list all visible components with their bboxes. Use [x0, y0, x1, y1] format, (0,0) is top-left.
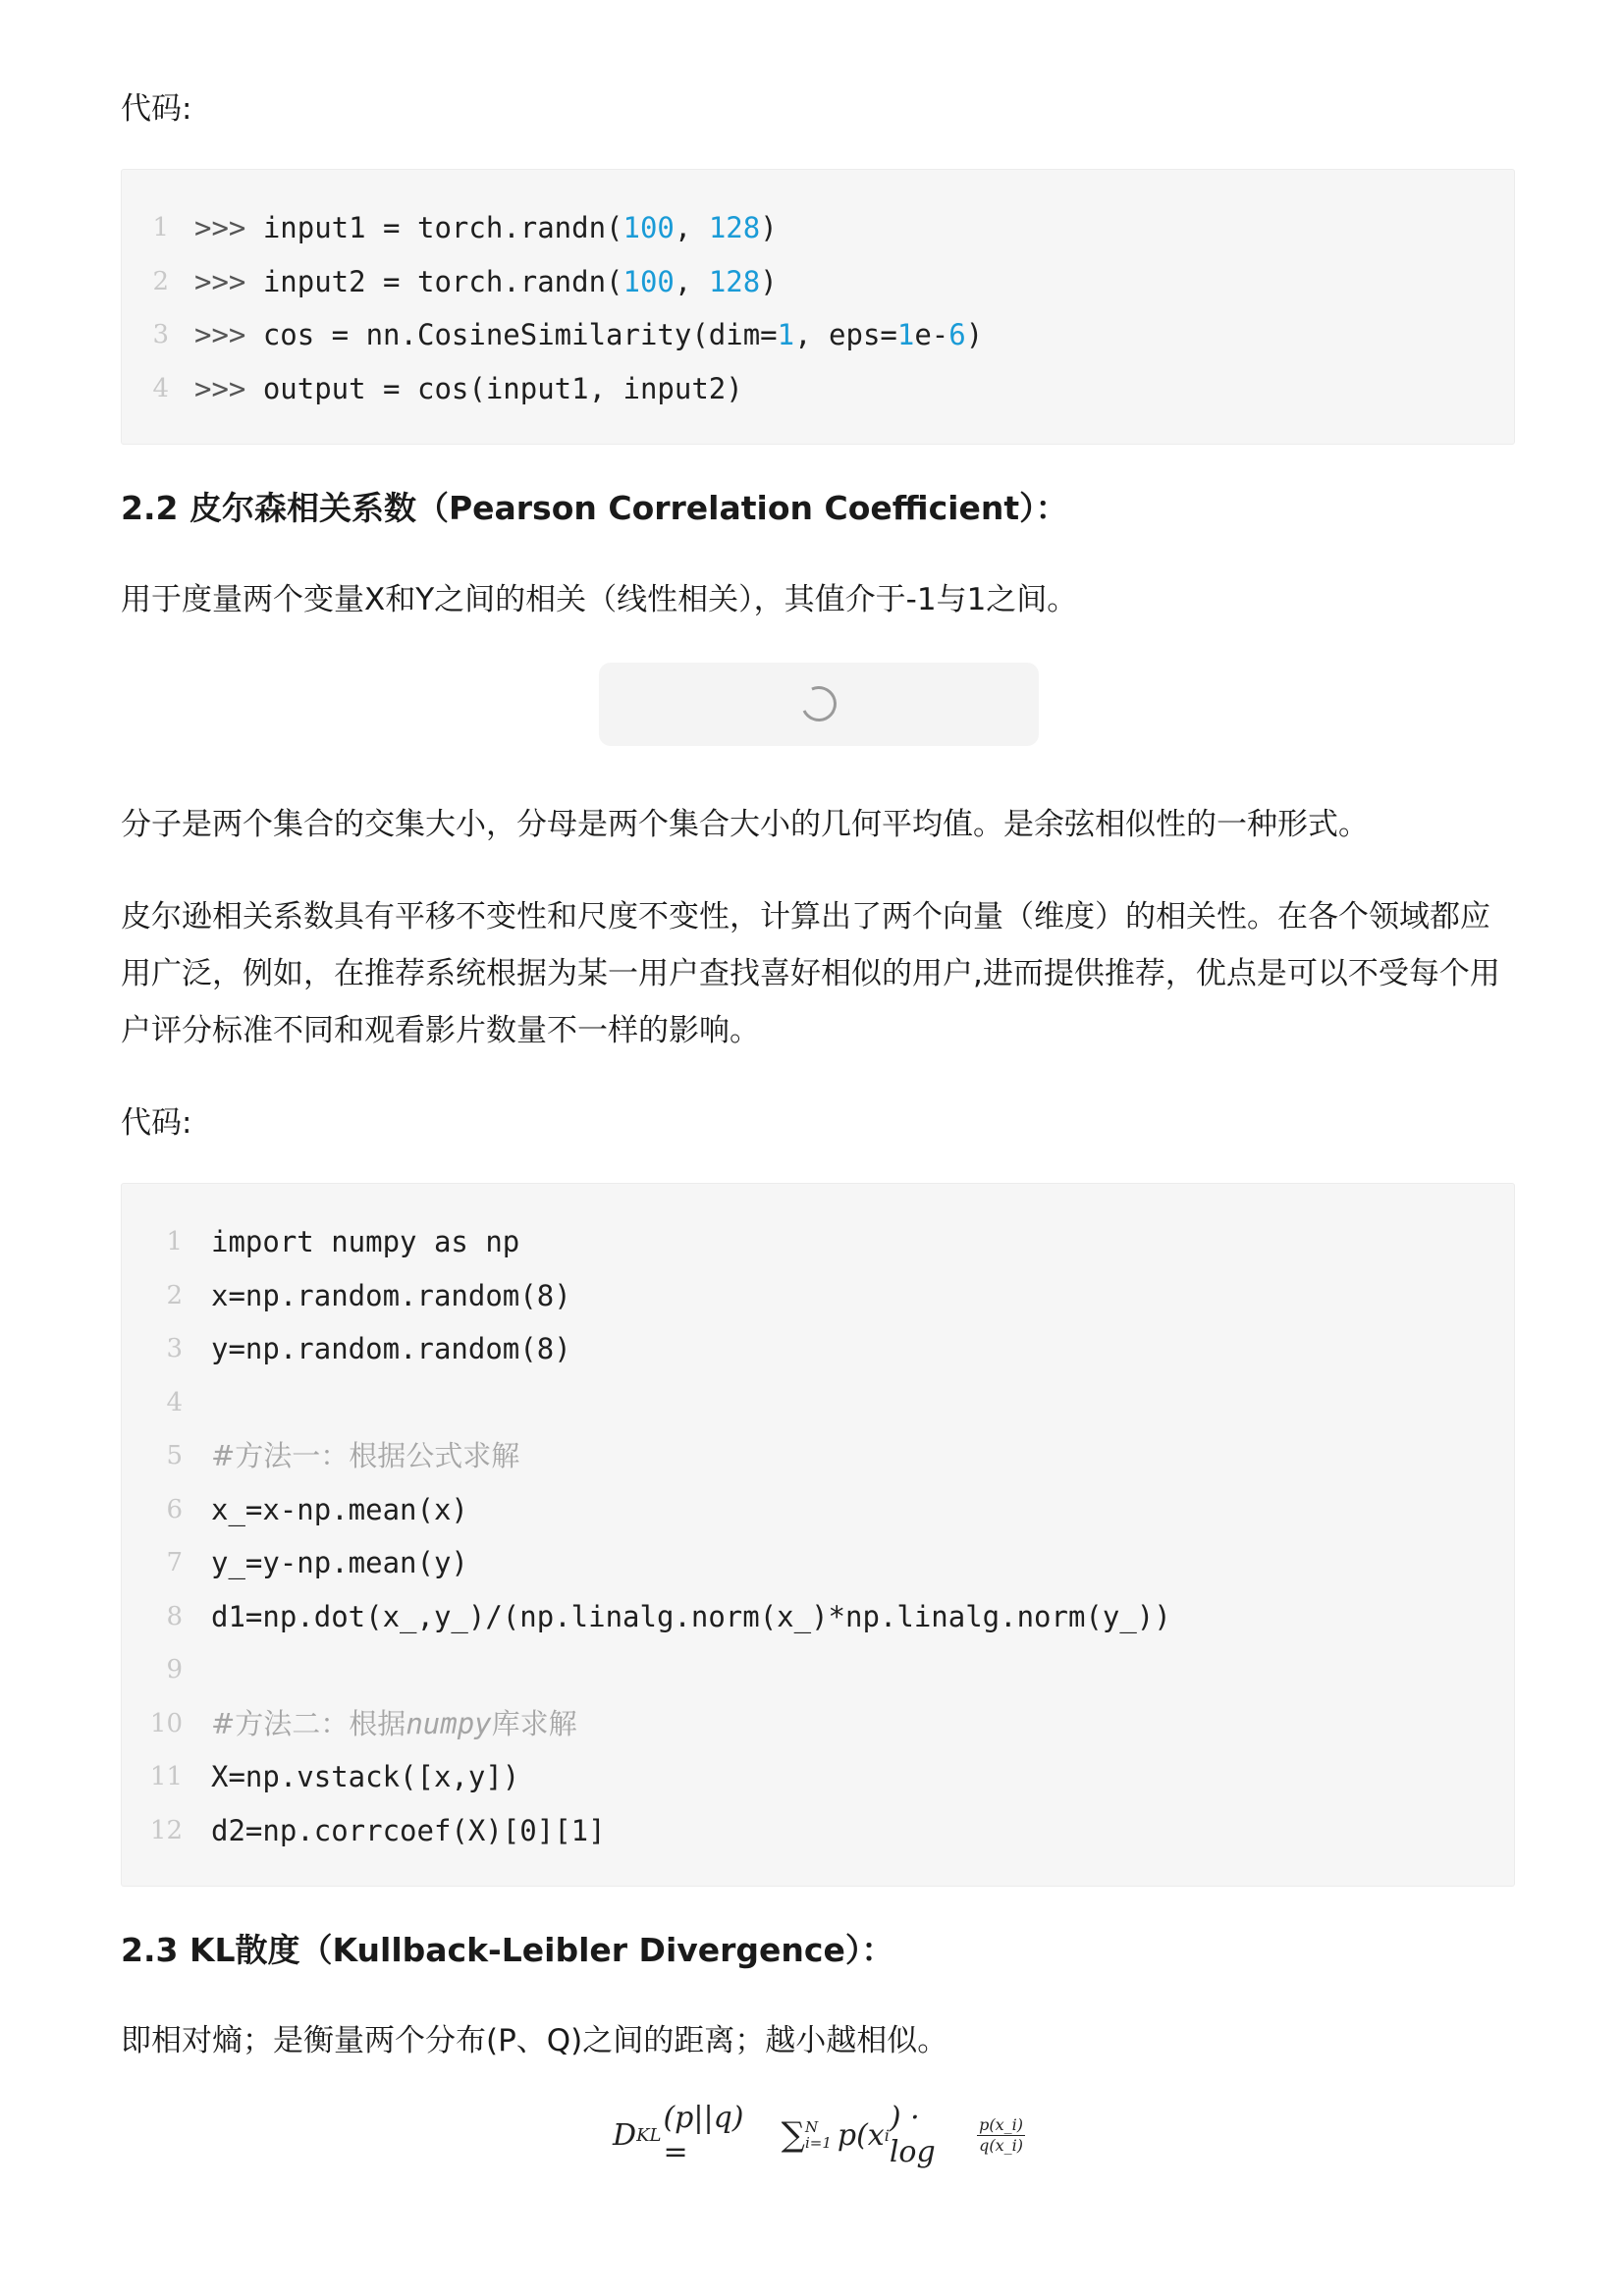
formula-args: (p||q) =: [663, 2101, 744, 2169]
formula-term-end: ) · log: [889, 2101, 936, 2169]
line-number: 2: [166, 1280, 183, 1310]
formula-sum-sup: N: [804, 2118, 819, 2136]
code-line: >>> output = cos(input1, input2): [194, 371, 743, 405]
code-label-2: 代码:: [121, 1105, 192, 1141]
pearson-para-2: 皮尔逊相关系数具有平移不变性和尺度不变性，计算出了两个向量（维度）的相关性。在各个领域都应用广泛，例如，在推荐系统根据为某一用户查找喜好相似的用户,进而提供推荐，优点是可以不受每个用户评分标准不同和观看影片数量不一样的影响。: [121, 899, 1500, 1048]
code-line: >>> input2 = torch.randn(100, 128): [194, 264, 778, 298]
line-number: 8: [166, 1601, 183, 1631]
line-number: 4: [166, 1387, 183, 1417]
formula-sum-sub: i=1: [804, 2134, 832, 2152]
line-number: 2: [152, 266, 169, 296]
code-line: >>> cos = nn.CosineSimilarity(dim=1, eps=1e-6): [194, 318, 984, 351]
code-line: #方法二：根据numpy库求解: [211, 1706, 577, 1740]
code-line: X=np.vstack([x,y]): [211, 1760, 520, 1793]
code-line: d2=np.corrcoef(X)[0][1]: [211, 1813, 606, 1847]
formula-lhs-sub: KL: [636, 2124, 662, 2146]
line-number: 4: [152, 373, 169, 403]
formula-term-sub: i: [884, 2125, 890, 2145]
formula-term: p(x: [837, 2117, 885, 2153]
formula-lhs: D: [613, 2117, 637, 2153]
code-line: x_=x-np.mean(x): [211, 1492, 468, 1526]
line-number: 12: [149, 1815, 183, 1845]
kl-formula: [613, 2101, 1025, 2169]
formula-frac-num: p(x_i): [979, 2114, 1023, 2134]
line-number: 5: [166, 1441, 183, 1470]
code-block-pearson[interactable]: [121, 1183, 1515, 1887]
section-heading-kl: 2.3 KL散度（Kullback-Leibler Divergence）：: [121, 1931, 894, 1969]
code-line: x=np.random.random(8): [211, 1278, 571, 1312]
line-number: 11: [149, 1762, 183, 1791]
line-number: 3: [152, 320, 169, 349]
line-number: 1: [166, 1227, 183, 1256]
pearson-para-1: 分子是两个集合的交集大小，分母是两个集合大小的几何平均值。是余弦相似性的一种形式。: [121, 807, 1369, 842]
section-heading-pearson: 2.2 皮尔森相关系数（Pearson Correlation Coefficient）：: [121, 489, 1068, 527]
sum-symbol: ∑: [781, 2115, 805, 2155]
line-number: 1: [152, 213, 169, 242]
code-line: #方法一：根据公式求解: [211, 1439, 520, 1472]
code-line: import numpy as np: [211, 1225, 520, 1258]
formula-image-placeholder: [599, 663, 1039, 746]
line-number: 6: [166, 1494, 183, 1524]
line-number: 10: [149, 1708, 183, 1738]
code-label: 代码:: [121, 91, 192, 127]
pearson-intro: 用于度量两个变量X和Y之间的相关（线性相关），其值介于-1与1之间。: [121, 582, 1078, 617]
code-line: y_=y-np.mean(y): [211, 1546, 468, 1579]
code-line: >>> input1 = torch.randn(100, 128): [194, 211, 778, 244]
line-number: 7: [166, 1548, 183, 1577]
formula-frac-den: q(x_i): [979, 2135, 1023, 2155]
line-number: 3: [166, 1334, 183, 1363]
kl-intro: 即相对熵；是衡量两个分布(P、Q)之间的距离；越小越相似。: [121, 2023, 948, 2058]
code-block-cosine[interactable]: [121, 169, 1515, 445]
loading-spinner-icon: [796, 681, 841, 726]
code-line: y=np.random.random(8): [211, 1332, 571, 1365]
code-line: d1=np.dot(x_,y_)/(np.linalg.norm(x_)*np.linalg.norm(y_)): [211, 1599, 1171, 1633]
line-number: 9: [166, 1655, 183, 1684]
